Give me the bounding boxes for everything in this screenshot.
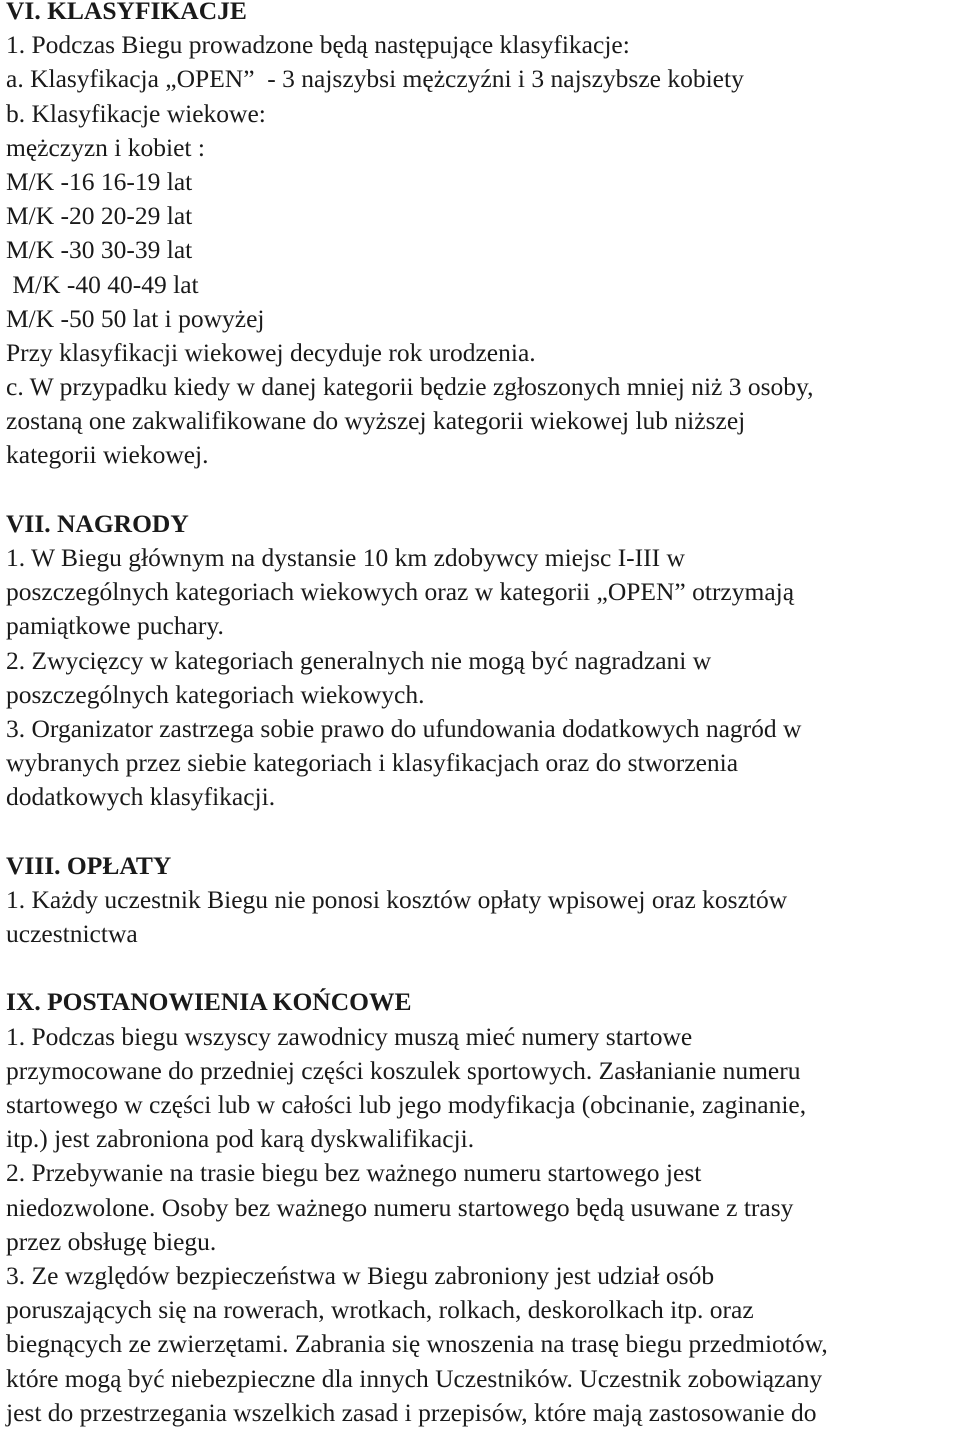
text-line: mężczyzn i kobiet :: [6, 132, 205, 162]
text-line: uczestnictwa: [6, 919, 138, 949]
text-line: 1. Podczas Biegu prowadzone będą następujące klasyfikacje:: [6, 30, 630, 60]
section-spacer: [6, 815, 956, 849]
text-line: kategorii wiekowej.: [6, 440, 209, 470]
section-heading: VII. NAGRODY: [6, 508, 189, 538]
section-spacer: [6, 473, 956, 507]
text-line: 1. W Biegu głównym na dystansie 10 km zdobywcy miejsc I-III w: [6, 543, 685, 572]
text-line: M/K -40 40-49 lat: [6, 269, 199, 299]
text-line: M/K -16 16-19 lat: [6, 166, 193, 196]
section-oplaty: [6, 849, 956, 952]
text-line: pamiątkowe puchary.: [6, 611, 224, 641]
text-line: a. Klasyfikacja „OPEN” - 3 najszybsi mężczyźni i 3 najszybsze kobiety: [6, 64, 744, 94]
text-line: M/K -20 20-29 lat: [6, 201, 193, 231]
text-line: 2. Przebywanie na trasie biegu bez ważnego numeru startowego jest: [6, 1158, 702, 1188]
text-line: c. W przypadku kiedy w danej kategorii będzie zgłoszonych mniej niż 3 osoby,: [6, 372, 814, 402]
section-nagrody: [6, 507, 956, 815]
section-heading: VI. KLASYFIKACJE: [6, 0, 247, 25]
text-line: poszczególnych kategoriach wiekowych.: [6, 679, 425, 709]
text-line: b. Klasyfikacje wiekowe:: [6, 98, 266, 128]
section-postanowienia-koncowe: [6, 985, 956, 1429]
section-klasyfikacje: [6, 0, 956, 473]
section-heading: VIII. OPŁATY: [6, 850, 172, 880]
text-line: 3. Organizator zastrzega sobie prawo do ufundowania dodatkowych nagród w: [6, 713, 802, 743]
text-line: M/K -50 50 lat i powyżej: [6, 303, 265, 333]
text-line: przymocowane do przedniej części koszulek sportowych. Zasłanianie numeru: [6, 1055, 801, 1085]
text-line: wybranych przez siebie kategoriach i klasyfikacjach oraz do stworzenia: [6, 748, 739, 778]
text-line: dodatkowych klasyfikacji.: [6, 782, 276, 812]
text-line: M/K -30 30-39 lat: [6, 235, 193, 265]
text-line: 1. Każdy uczestnik Biegu nie ponosi kosztów opłaty wpisowej oraz kosztów: [6, 884, 788, 914]
text-line: Przy klasyfikacji wiekowej decyduje rok urodzenia.: [6, 337, 536, 367]
text-line: 3. Ze względów bezpieczeństwa w Biegu zabroniony jest udział osób: [6, 1260, 715, 1290]
text-line: przez obsługę biegu.: [6, 1226, 217, 1256]
text-line: które mogą być niebezpieczne dla innych Uczestników. Uczestnik zobowiązany: [6, 1363, 823, 1393]
text-line: biegnących ze zwierzętami. Zabrania się wnoszenia na trasę biegu przedmiotów,: [6, 1329, 828, 1359]
text-line: 1. Podczas biegu wszyscy zawodnicy muszą mieć numery startowe: [6, 1021, 693, 1051]
text-line: poruszających się na rowerach, wrotkach, rolkach, deskorolkach itp. oraz: [6, 1295, 754, 1325]
document-page: [6, 0, 956, 1430]
section-heading: IX. POSTANOWIENIA KOŃCOWE: [6, 987, 412, 1017]
text-line: zostaną one zakwalifikowane do wyższej kategorii wiekowej lub niższej: [6, 406, 746, 436]
text-line: jest do przestrzegania wszelkich zasad i przepisów, które mają zastosowanie do: [6, 1397, 817, 1427]
text-line: 2. Zwycięzcy w kategoriach generalnych nie mogą być nagradzani w: [6, 645, 712, 675]
text-line: startowego w części lub w całości lub jego modyfikacja (obcinanie, zaginanie,: [6, 1090, 807, 1119]
text-line: poszczególnych kategoriach wiekowych oraz w kategorii „OPEN” otrzymają: [6, 577, 795, 607]
section-spacer: [6, 951, 956, 985]
text-line: niedozwolone. Osoby bez ważnego numeru startowego będą usuwane z trasy: [6, 1192, 794, 1222]
text-line: itp.) jest zabroniona pod karą dyskwalifikacji.: [6, 1124, 475, 1154]
